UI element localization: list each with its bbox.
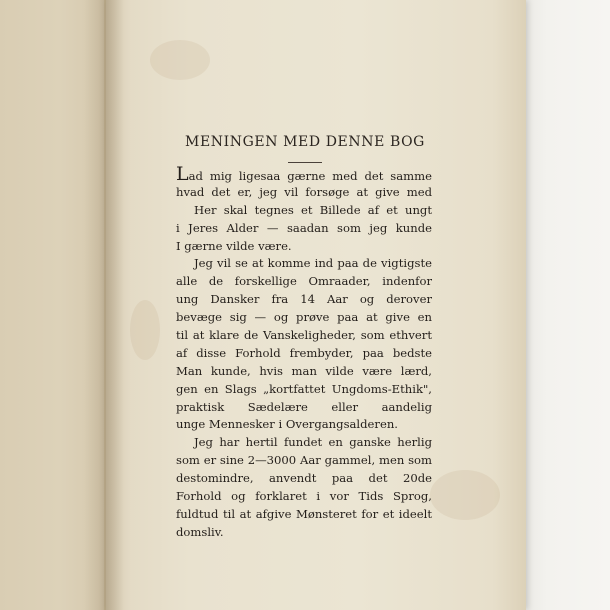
text-line: domsliv. bbox=[176, 524, 224, 539]
drop-cap: L bbox=[176, 166, 189, 184]
text-line: unge Mennesker i Overgangsalderen. bbox=[176, 417, 398, 432]
paper-stain bbox=[130, 300, 160, 360]
paper-stain bbox=[430, 470, 500, 520]
text-line: Man kunde, hvis man vilde være lærd, bbox=[176, 363, 432, 378]
gutter-shadow bbox=[106, 0, 124, 610]
chapter-heading: MENINGEN MED DENNE BOG bbox=[185, 134, 425, 150]
paragraph bbox=[176, 255, 432, 434]
text-line: af disse Forhold frembyder, paa bedste bbox=[176, 345, 432, 360]
text-line: Jeg vil se at komme ind paa de vigtigste bbox=[194, 256, 432, 271]
text-line: Her skal tegnes et Billede af et ungt bbox=[194, 202, 432, 217]
text-line: alle de forskellige Omraader, indenfor bbox=[176, 274, 432, 289]
text-line: i Jeres Alder — saadan som jeg kunde bbox=[176, 220, 432, 235]
paragraph bbox=[176, 166, 432, 202]
text-line: Forhold og forklaret i vor Tids Sprog, bbox=[176, 489, 432, 504]
text-line: praktisk Sædelære eller aandelig bbox=[176, 399, 432, 414]
text-line: gen en Slags „kortfattet Ungdoms-Ethik", bbox=[176, 381, 432, 396]
text-line: I gærne vilde være. bbox=[176, 238, 292, 253]
body-text bbox=[176, 166, 432, 542]
text-line: hvad det er, jeg vil forsøge at give med bbox=[176, 184, 432, 199]
text-line: fuldtud til at afgive Mønsteret for et ideelt bbox=[176, 506, 432, 521]
text-line: bevæge sig — og prøve paa at give en bbox=[176, 310, 432, 325]
text-line: destomindre, anvendt paa det 20de bbox=[176, 471, 432, 486]
heading-rule bbox=[288, 162, 322, 163]
white-background bbox=[520, 0, 610, 610]
paragraph bbox=[176, 202, 432, 256]
text-line: ung Dansker fra 14 Aar og derover bbox=[176, 292, 432, 307]
text-line: som er sine 2—3000 Aar gammel, men som bbox=[176, 453, 432, 468]
text-line: til at klare de Vanskeligheder, som ethvert bbox=[176, 328, 432, 343]
text-line: Lad mig ligesaa gærne med det samme bbox=[176, 166, 432, 184]
text-line: Jeg har hertil fundet en ganske herlig bbox=[194, 435, 432, 450]
paper-stain bbox=[150, 40, 210, 80]
paragraph bbox=[176, 434, 432, 541]
